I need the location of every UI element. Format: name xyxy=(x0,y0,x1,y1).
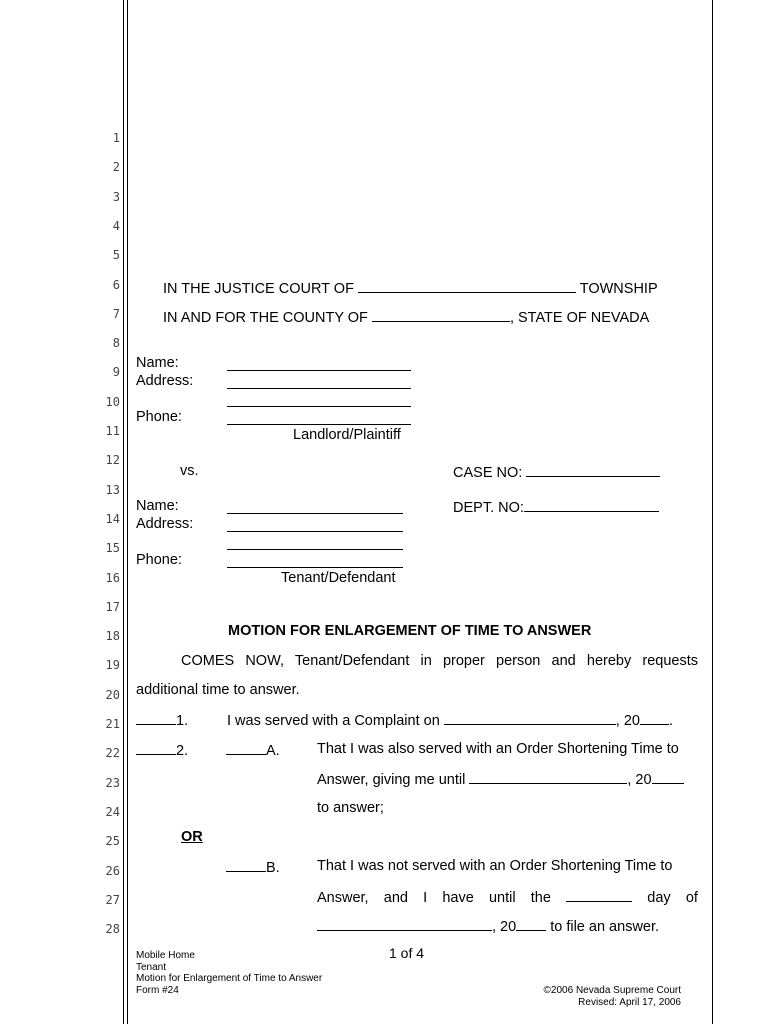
or-label: OR xyxy=(181,829,203,845)
case-no-line xyxy=(453,463,660,481)
line-number: 14 xyxy=(105,511,120,526)
defendant-address-label: Address: xyxy=(136,516,194,532)
ost-date-blank[interactable] xyxy=(469,770,627,784)
line-number: 16 xyxy=(105,570,120,585)
footer-right xyxy=(544,985,681,1008)
line-number: 9 xyxy=(112,365,120,380)
item-2a-label: A. xyxy=(266,743,280,759)
item-2a-until-label: Answer, giving me until xyxy=(317,772,466,788)
line-number: 25 xyxy=(105,834,120,849)
township-blank[interactable] xyxy=(358,279,576,293)
left-margin-rule-inner xyxy=(127,0,128,1024)
plaintiff-name-label: Name: xyxy=(136,355,179,371)
item-2a-line-2 xyxy=(317,770,684,788)
defendant-phone-label: Phone: xyxy=(136,552,182,568)
item-2b-word-until: until xyxy=(488,890,516,906)
item-2a-year-prefix: , 20 xyxy=(627,772,652,788)
item-1-end: . xyxy=(668,713,674,729)
plaintiff-name-blank[interactable] xyxy=(227,370,411,371)
plaintiff-address-label: Address: xyxy=(136,373,194,389)
plaintiff-phone-blank[interactable] xyxy=(227,424,411,425)
case-no-label: CASE NO: xyxy=(453,465,523,481)
line-number: 21 xyxy=(105,717,120,731)
item-2a-check-blank[interactable] xyxy=(226,741,266,755)
footer-line-4: Form #24 xyxy=(136,984,179,996)
line-number: 20 xyxy=(105,687,120,702)
item-2b-end: to file an answer. xyxy=(550,919,660,935)
item-2b-check-blank[interactable] xyxy=(226,858,266,872)
item-2b-line-1: That I was not served with an Order Shortening Time to xyxy=(317,858,673,874)
defendant-name-blank[interactable] xyxy=(227,513,403,514)
line-number: 23 xyxy=(105,775,120,790)
defendant-role: Tenant/Defendant xyxy=(281,570,396,586)
county-line xyxy=(163,308,649,326)
item-2b-word-and: and xyxy=(383,890,408,906)
item-1-year-prefix: , 20 xyxy=(615,713,640,729)
footer-revised: Revised: April 17, 2006 xyxy=(578,996,681,1008)
page-number: 1 of 4 xyxy=(389,945,425,961)
item-2b-letter xyxy=(226,858,280,876)
left-margin-rule-outer xyxy=(123,0,124,1024)
defendant-name-label: Name: xyxy=(136,498,179,514)
item-2b-word-of: of xyxy=(685,890,698,906)
day-blank[interactable] xyxy=(566,888,632,902)
line-number: 17 xyxy=(105,599,120,614)
line-number: 5 xyxy=(112,248,120,263)
line-number: 26 xyxy=(105,863,120,878)
line-number: 6 xyxy=(112,277,120,292)
defendant-address-blank-1[interactable] xyxy=(227,531,403,532)
intro-line-1: COMES NOW, Tenant/Defendant in proper person and hereby requests xyxy=(181,653,698,669)
line-number: 3 xyxy=(112,189,120,204)
item-1-number xyxy=(136,711,188,729)
footer-line-1: Mobile Home xyxy=(136,950,195,961)
complaint-year-blank[interactable] xyxy=(640,711,669,725)
line-number: 10 xyxy=(105,394,120,409)
footer-left xyxy=(136,950,322,996)
item-2b-word-answer: Answer, xyxy=(317,890,369,906)
item-2a-line-3: to answer; xyxy=(317,800,384,816)
line-number: 18 xyxy=(105,629,120,644)
item-2b-label: B. xyxy=(266,860,280,876)
line-number: 4 xyxy=(112,218,120,233)
item-2a-letter xyxy=(226,741,280,759)
line-number: 19 xyxy=(105,658,120,673)
line-number: 13 xyxy=(105,482,120,497)
dept-no-blank[interactable] xyxy=(524,498,659,512)
item-2b-line-3 xyxy=(317,917,659,935)
footer-line-3: Motion for Enlargement of Time to Answer xyxy=(136,973,323,984)
line-number: 22 xyxy=(105,746,120,761)
item-1-num: 1. xyxy=(176,713,189,729)
plaintiff-role: Landlord/Plaintiff xyxy=(293,427,401,443)
court-prefix: IN THE JUSTICE COURT OF xyxy=(163,281,354,297)
item-2b-word-i: I xyxy=(423,890,428,906)
versus-label: vs. xyxy=(180,463,199,479)
line-number: 2 xyxy=(112,160,120,175)
line-number: 28 xyxy=(105,922,120,937)
court-line xyxy=(163,279,658,297)
line-number: 24 xyxy=(105,804,120,819)
dept-no-line xyxy=(453,498,659,516)
line-number: 1 xyxy=(112,131,120,145)
case-no-blank[interactable] xyxy=(526,463,660,477)
item-2b-word-have: have xyxy=(442,890,474,906)
line-number: 15 xyxy=(105,541,120,556)
right-margin-rule xyxy=(712,0,713,1024)
plaintiff-phone-label: Phone: xyxy=(136,409,182,425)
plaintiff-address-blank-1[interactable] xyxy=(227,388,411,389)
court-suffix: TOWNSHIP xyxy=(579,281,658,297)
defendant-address-blank-2[interactable] xyxy=(227,549,403,550)
intro-line-2: additional time to answer. xyxy=(136,682,300,698)
motion-title: MOTION FOR ENLARGEMENT OF TIME TO ANSWER xyxy=(228,623,592,639)
footer-line-2: Tenant xyxy=(136,961,167,973)
county-prefix: IN AND FOR THE COUNTY OF xyxy=(163,310,368,326)
county-blank[interactable] xyxy=(372,308,510,322)
item-2b-word-day: day xyxy=(647,890,671,906)
item-2-num: 2. xyxy=(176,743,189,759)
line-number: 7 xyxy=(112,306,120,321)
item-1-label: I was served with a Complaint on xyxy=(227,713,440,729)
footer-copyright: ©2006 Nevada Supreme Court xyxy=(543,985,681,996)
item-2b-word-the: the xyxy=(530,890,551,906)
line-number: 11 xyxy=(105,424,120,438)
item-2-number xyxy=(136,741,188,759)
defendant-phone-blank[interactable] xyxy=(227,567,403,568)
line-number: 27 xyxy=(105,892,120,907)
item-2-check-blank[interactable] xyxy=(136,741,176,755)
line-number: 12 xyxy=(105,453,120,468)
file-year-blank[interactable] xyxy=(516,917,546,931)
item-2b-line-2 xyxy=(317,888,698,906)
item-1-text xyxy=(227,711,673,729)
month-blank[interactable] xyxy=(317,917,492,931)
item-2b-year-prefix: , 20 xyxy=(492,919,517,935)
item-2a-line-1: That I was also served with an Order Shortening Time to xyxy=(317,741,679,757)
ost-year-blank[interactable] xyxy=(652,770,684,784)
county-suffix: , STATE OF NEVADA xyxy=(509,310,650,326)
line-number: 8 xyxy=(112,336,120,351)
item-1-check-blank[interactable] xyxy=(136,711,176,725)
plaintiff-address-blank-2[interactable] xyxy=(227,406,411,407)
dept-no-label: DEPT. NO: xyxy=(453,500,524,516)
complaint-date-blank[interactable] xyxy=(444,711,616,725)
